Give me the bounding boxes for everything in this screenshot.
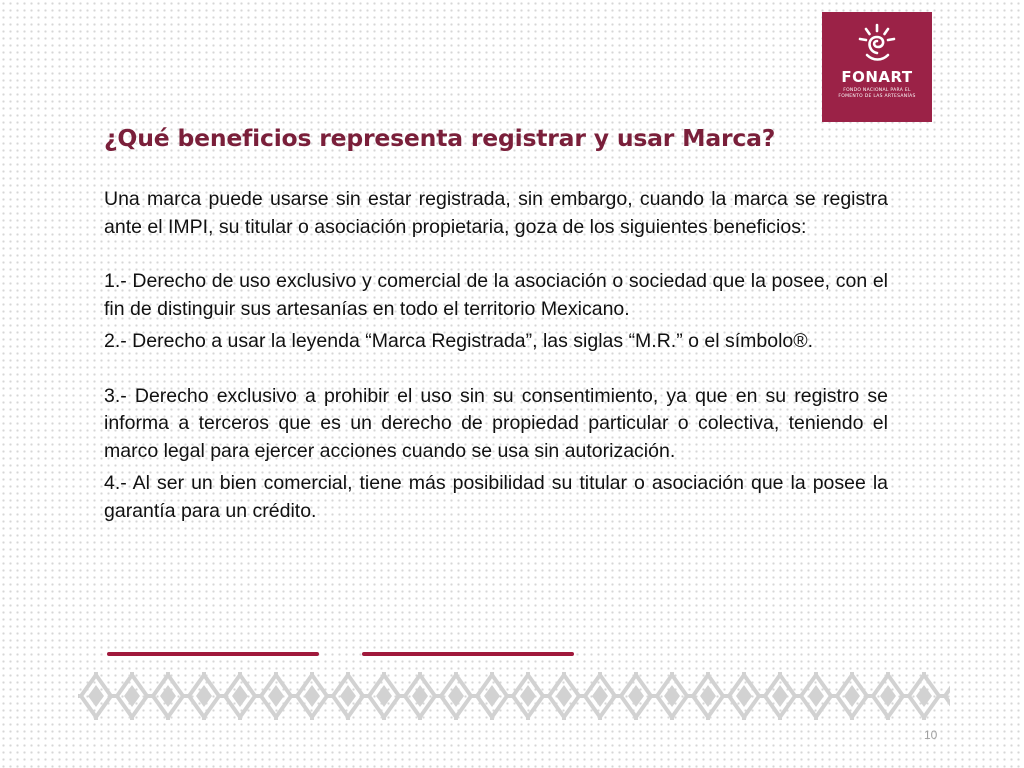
sun-emblem-icon	[857, 22, 897, 64]
logo-name: FONART	[841, 68, 913, 86]
benefit-item: 2.- Derecho a usar la leyenda “Marca Registrada”, las siglas “M.R.” o el símbolo®.	[104, 330, 814, 352]
textile-pattern-band	[78, 672, 950, 720]
slide-body	[104, 186, 888, 525]
benefit-item: 1.- Derecho de uso exclusivo y comercial de la asociación o sociedad que la posee, con el fin de distinguir sus artesanías en todo el territorio Mexicano.	[104, 270, 888, 320]
slide-title: ¿Qué beneficios representa registrar y usar Marca?	[104, 124, 776, 152]
benefit-item: 4.- Al ser un bien comercial, tiene más posibilidad su titular o asociación que la posee la garantía para un crédito.	[104, 472, 888, 522]
logo-subtitle: FONDO NACIONAL PARA EL FOMENTO DE LAS ARTESANÍAS	[838, 88, 916, 99]
benefit-item: 3.- Derecho exclusivo a prohibir el uso sin su consentimiento, ya que en su registro se informa a terceros que es un derecho de propiedad particular o colectiva, teniendo el marco legal para ejercer acciones cuando se usa sin autorización.	[104, 384, 888, 462]
page-number: 10	[924, 728, 938, 742]
decorative-rule	[362, 652, 574, 656]
fonart-logo	[822, 12, 932, 122]
intro-paragraph: Una marca puede usarse sin estar registrada, sin embargo, cuando la marca se registra ante el IMPI, su titular o asociación propietaria, goza de los siguientes beneficios:	[104, 188, 888, 238]
decorative-rule	[107, 652, 319, 656]
